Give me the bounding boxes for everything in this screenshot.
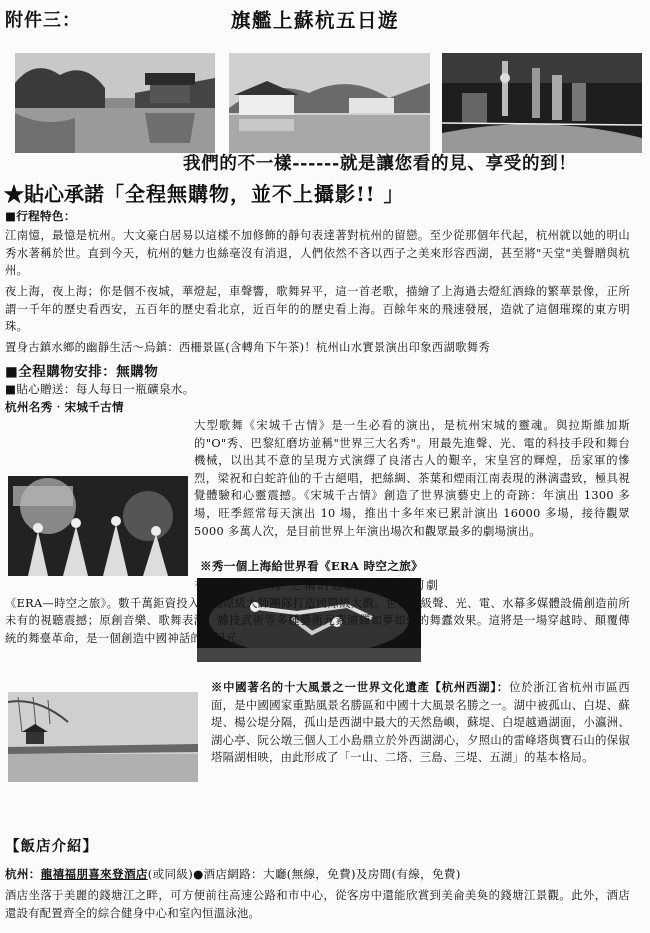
hotel-network: ●酒店網路：大廳(無線，免費)及房間(有線，免費): [193, 867, 461, 881]
promise-text: 「全程無購物，並不上攝影!! 」: [104, 182, 405, 206]
west-lake-pavilion-photo: [15, 53, 215, 153]
shopping-line: ■全程購物安排：無購物: [5, 364, 159, 380]
page-title: 旗艦上蘇杭五日遊: [231, 9, 400, 32]
slogan: 我們的不一樣------就是讓您看的見、享受的到！: [183, 154, 577, 174]
hotel-name: 龍禧福朋喜來登酒店: [40, 867, 148, 881]
hotel-alt: (或同級): [147, 867, 194, 881]
hotel-info-line: [5, 866, 461, 884]
westlake-text: ※中國著名的十大風景之一世界文化遺產【杭州西湖】：位於浙江省杭州市區西面，是中國國家重點風景名勝區和中國十大風景名勝之一。湖中被孤山、白堤、蘇堤、楊公堤分隔，孤山是西湖中最大的天然島嶼，蘇堤、白堤越過湖面，小瀛洲、湖心亭、阮公墩三個人工小島鼎立於外西湖湖心，夕照山的雷峰塔與寶石山的保俶塔隔湖相映，由此形成了「一山、二塔、三島、三堤、五湖」的基本格局。: [211, 680, 630, 765]
features-para-1: 江南憶，最憶是杭州。大文豪白居易以這樣不加修飾的靜句表達著對杭州的留戀。至少從那個年代起，杭州就以她的明山秀水著稱於世。直到今天，杭州的魅力也絲毫沒有消退，人們依然不吝以西子之美來形容西湖，甚至將"天堂"美譽贈與杭州。: [5, 229, 630, 278]
gift-line: ■貼心贈送：每人每日一瓶礦泉水。: [5, 382, 195, 396]
hotel-description: 酒店坐落于美麗的錢塘江之畔，可方便前往高速公路和市中心，從客房中還能欣賞到美侖美奐的錢塘江景觀。此外，酒店還設有配置齊全的綜合健身中心和室內恒溫泳池。: [5, 889, 630, 920]
attachment-label: 附件三：: [5, 10, 81, 31]
promise-label: 貼心承諾: [24, 182, 104, 206]
shanghai-night-photo: [442, 53, 642, 153]
features-heading: ■行程特色：: [5, 209, 76, 223]
promise-line: [4, 178, 405, 207]
hotel-city: 杭州：: [5, 867, 41, 881]
songcheng-text: 大型歌舞《宋城千古情》是一生必看的演出，是杭州宋城的靈魂。與拉斯維加斯的"O"秀、巴黎紅磨坊並稱"世界三大名秀"。用最先進聲、光、電的科技手段和舞台機械，以出其不意的呈現方式演繹了良渚古人的艱辛，宋皇宮的輝煌，岳家軍的慘烈，梁祝和白蛇許仙的千古絕唱，把絲綢、茶葉和煙雨江南表現的淋漓盡致，極具視覺體驗和心靈震撼。《宋城千古情》創造了世界演藝史上的奇跡：年演出 1300 多場，旺季經常每天演出 10 場，推出十多年來已累計演出 16000 多場，接待觀眾 5000 多萬人次，是目前世界上年演出場次和觀眾最多的劇場演出。: [194, 419, 630, 538]
era-text: 有"中國第一秀"之稱的超級多媒體夢幻劇《ERA—時空之旅》。數千萬鉅資投入、國際級大師團隊打造國際級大戲。世界頂級聲、光、電、水幕多媒體設備創造前所未有的視聽震撼；原創音樂、歌舞表演、雜技武術等多種藝術元素演繹如夢如幻的舞蠹效果。這將是一場穿越時、顛覆傳統的舞臺革命，是一個創造中國神話的新紀元。: [5, 579, 630, 645]
features-para-2: 夜上海，夜上海；你是個不夜城，華燈起，車聲響，歌舞昇平，這一首老歌，描繪了上海過去燈紅酒綠的繁華景像，正所謂一千年的歷史看西安，五百年的歷史看北京，近百年的的歷史看上海。百餘年來的飛速發展，造就了這個璀璨的東方明珠。: [5, 285, 630, 334]
hotel-section-title: 【飯店介紹】: [5, 838, 98, 855]
water-town-photo: [229, 53, 430, 153]
star-icon: ★: [4, 182, 24, 206]
era-heading: ※秀一個上海給世界看《ERA 時空之旅》: [200, 559, 424, 573]
features-para-3: 置身古鎮水鄉的幽靜生活～烏鎮：西柵景區(含轉角下午茶)！杭州山水實景演出印象西湖歌舞秀: [5, 341, 490, 354]
songcheng-heading: 杭州名秀‧宋城千古情: [5, 400, 124, 414]
